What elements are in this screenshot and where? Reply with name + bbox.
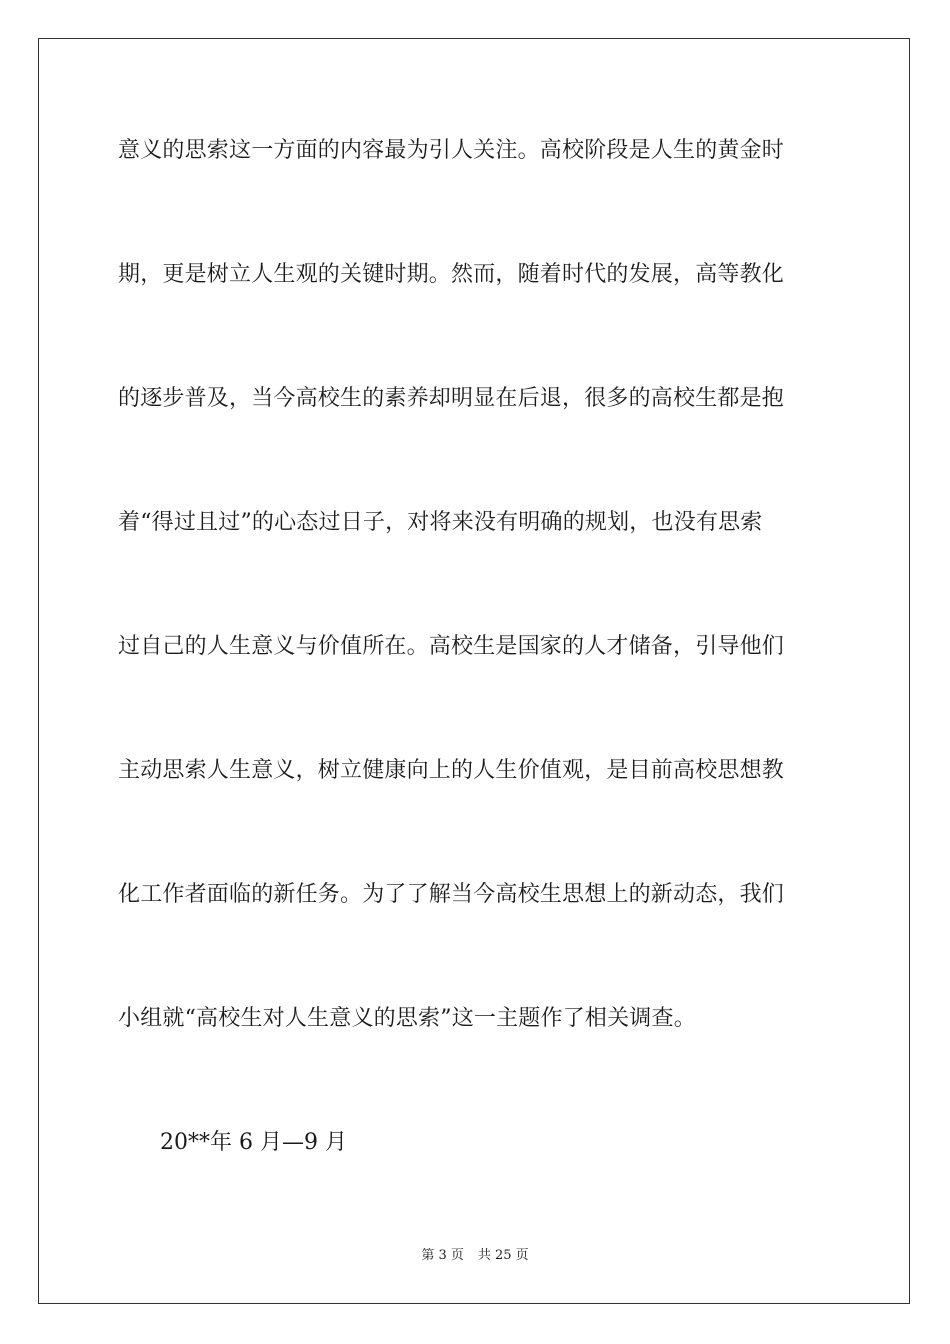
paragraph-line-7: 化工作者面临的新任务。为了了解当今高校生思想上的新动态，我们 — [118, 882, 785, 907]
paragraph-line-3: 的逐步普及，当今高校生的素养却明显在后退，很多的高校生都是抱 — [118, 386, 785, 411]
page-total: 共 25 页 — [477, 1248, 529, 1263]
page-footer — [0, 1247, 950, 1265]
paragraph-line-6: 主动思索人生意义，树立健康向上的人生价值观，是目前高校思想教 — [118, 758, 785, 783]
paragraph-line-8: 小组就“高校生对人生意义的思索”这一主题作了相关调查。 — [118, 1006, 696, 1031]
page-number: 第 3 页 — [421, 1248, 464, 1263]
paragraph-line-4: 着“得过且过”的心态过日子，对将来没有明确的规划，也没有思索 — [118, 510, 763, 535]
paragraph-line-2: 期，更是树立人生观的关键时期。然而，随着时代的发展，高等教化 — [118, 262, 785, 287]
page-border — [38, 38, 910, 1304]
date-range: 20**年 6 月—9 月 — [160, 1130, 347, 1155]
paragraph-line-5: 过自己的人生意义与价值所在。高校生是国家的人才储备，引导他们 — [118, 634, 785, 659]
paragraph-line-1: 意义的思索这一方面的内容最为引人关注。高校阶段是人生的黄金时 — [118, 138, 785, 163]
